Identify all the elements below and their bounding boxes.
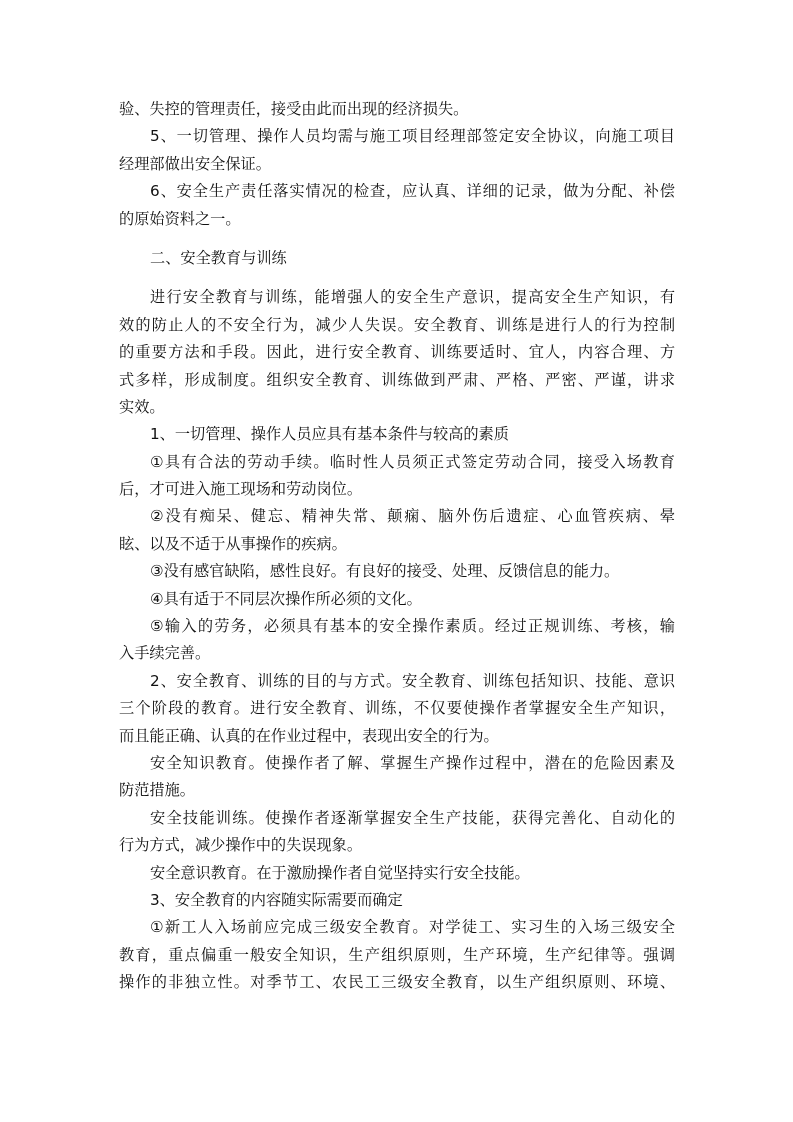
text-line: 眩、以及不适于从事操作的疾病。 [119,534,347,553]
text-line: 6、安全生产责任落实情况的检查，应认真、详细的记录，做为分配、补偿 [150,182,675,201]
text-line: 安全意识教育。在于激励操作者自觉坚持实行安全技能。 [150,863,530,882]
section-heading: 二、安全教育与训练 [150,248,287,267]
text-line: ③没有感官缺陷，感性良好。有良好的接受、处理、反馈信息的能力。 [150,562,620,581]
text-line: 而且能正确、认真的在作业过程中，表现出安全的行为。 [119,726,499,745]
text-line: 行为方式，减少操作中的失误现象。 [119,836,362,855]
text-line: 经理部做出安全保证。 [119,154,271,173]
text-line: 的原始资料之一。 [119,209,241,228]
text-line: 进行安全教育与训练，能增强人的安全生产意识，提高安全生产知识，有 [150,288,675,307]
text-line: 效的防止人的不安全行为，减少人失误。安全教育、训练是进行人的行为控制 [119,315,675,334]
text-line: 式多样，形成制度。组织安全教育、训练做到严肃、严格、严密、严谨，讲求 [119,370,675,389]
text-line: 安全知识教育。使操作者了解、掌握生产操作过程中，潜在的危险因素及 [150,753,675,772]
text-line: 1、一切管理、操作人员应具有基本条件与较高的素质 [150,425,509,444]
text-line: 3、安全教育的内容随实际需要而确定 [150,890,403,909]
text-line: ②没有痴呆、健忘、精神失常、颠痫、脑外伤后遗症、心血管疾病、晕 [150,507,675,526]
text-line: 的重要方法和手段。因此，进行安全教育、训练要适时、宜人，内容合理、方 [119,343,675,362]
text-line: ①新工人入场前应完成三级安全教育。对学徒工、实习生的入场三级安全 [150,918,675,937]
text-line: 操作的非独立性。对季节工、农民工三级安全教育，以生产组织原则、环境、 [119,973,675,992]
text-line: ①具有合法的劳动手续。临时性人员须正式签定劳动合同，接受入场教育 [150,452,675,471]
text-line: ④具有适于不同层次操作所必须的文化。 [150,589,422,608]
document-body [119,96,675,997]
text-line: ⑤输入的劳务，必须具有基本的安全操作素质。经过正规训练、考核，输 [150,617,675,636]
text-line: 教育，重点偏重一般安全知识，生产组织原则，生产环境，生产纪律等。强调 [119,945,675,964]
text-line: 2、安全教育、训练的目的与方式。安全教育、训练包括知识、技能、意识 [150,671,675,690]
text-line: 验、失控的管理责任，接受由此而出现的经济损失。 [119,100,469,118]
text-line: 5、一切管理、操作人员均需与施工项目经理部签定安全协议，向施工项目 [150,127,675,146]
text-line: 防范措施。 [119,781,195,800]
text-line: 实效。 [119,397,165,416]
text-line: 后，才可进入施工现场和劳动岗位。 [119,480,362,499]
text-line: 三个阶段的教育。进行安全教育、训练，不仅要使操作者掌握安全生产知识， [119,699,675,718]
text-line: 安全技能训练。使操作者逐渐掌握安全生产技能，获得完善化、自动化的 [150,808,675,827]
text-line: 入手续完善。 [119,644,211,663]
